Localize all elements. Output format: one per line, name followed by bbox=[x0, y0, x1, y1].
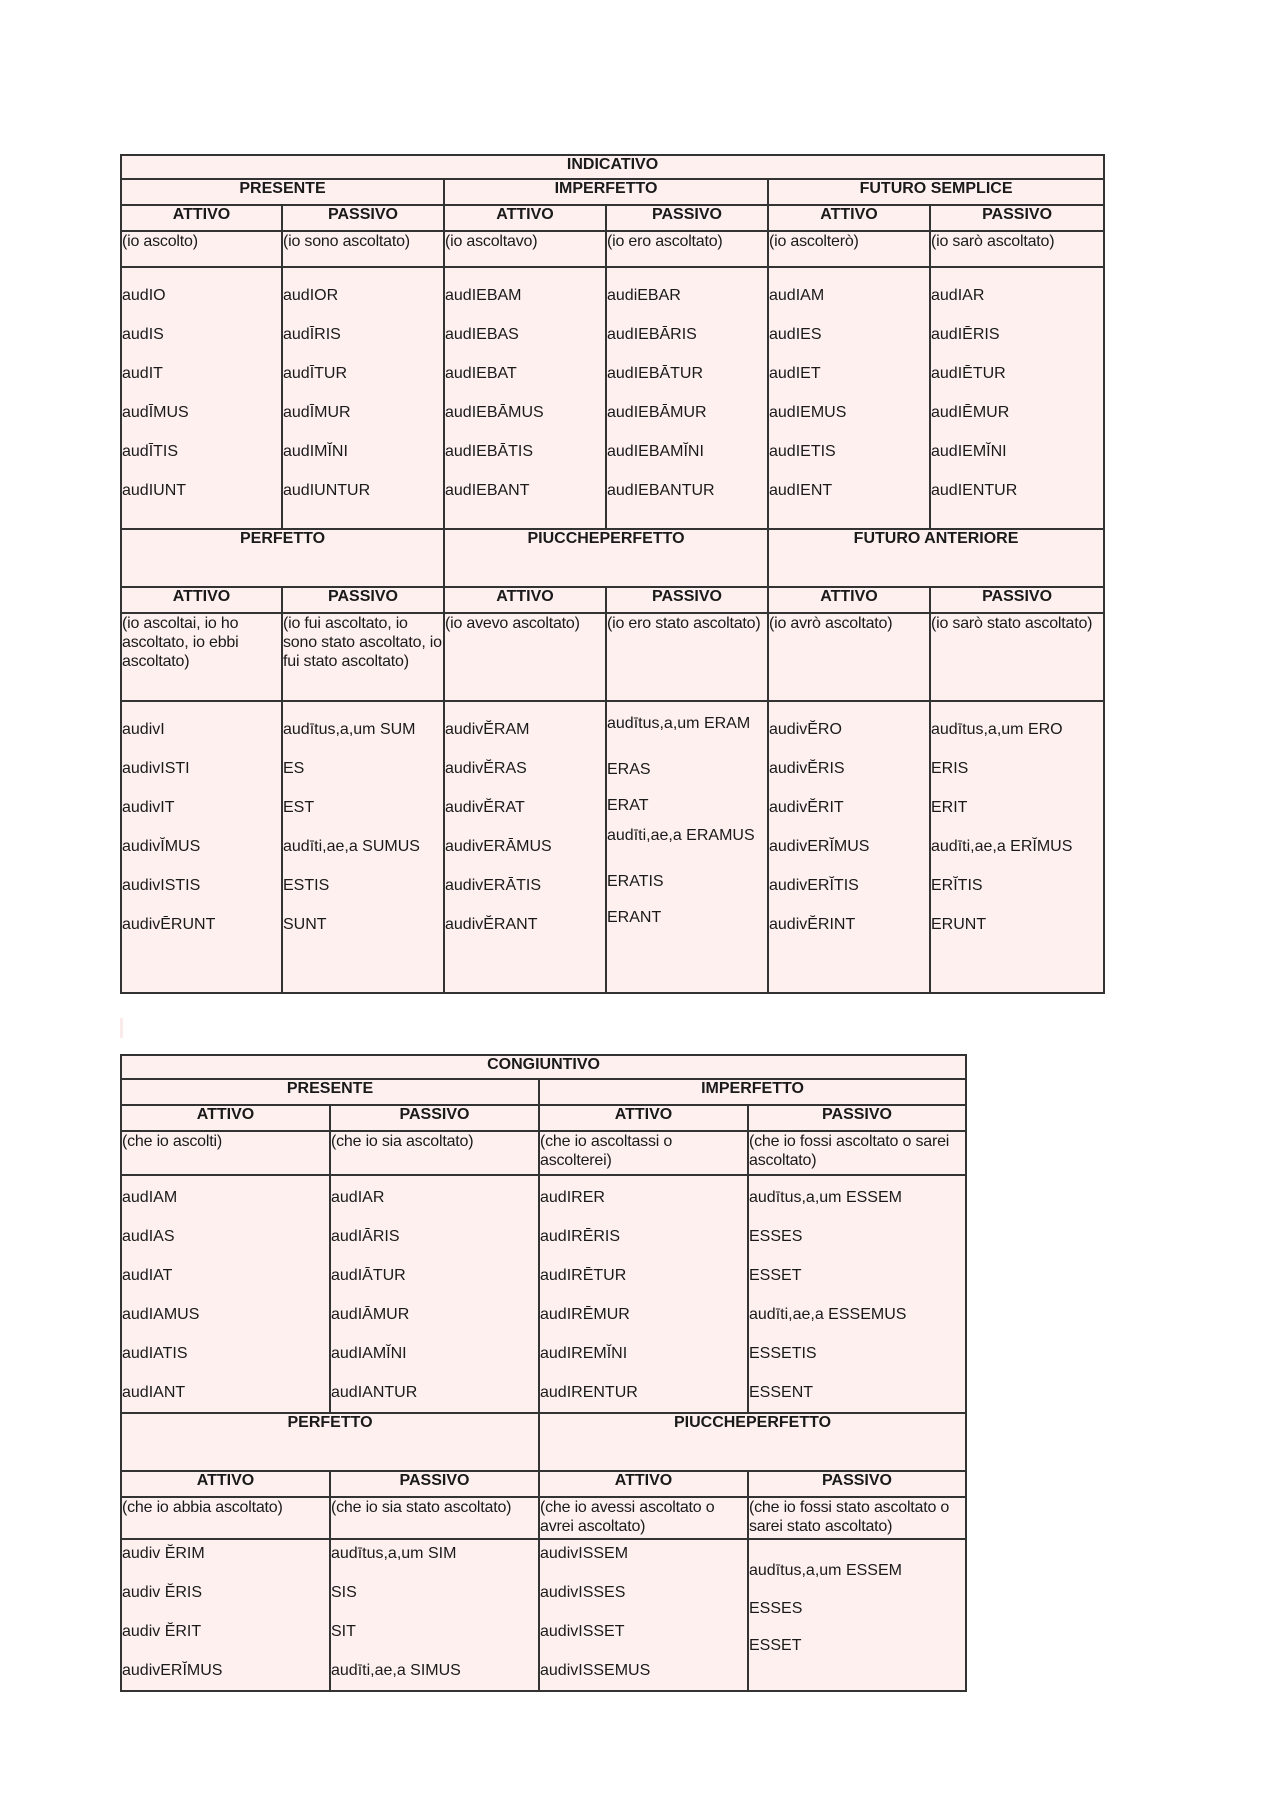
verb-form: audivĔRINT bbox=[769, 916, 856, 933]
verb-form: audivĔRAS bbox=[445, 760, 527, 777]
verb-form: SUNT bbox=[283, 916, 327, 933]
verb-form: audIUNTUR bbox=[283, 482, 371, 499]
verb-form: audiEBAR bbox=[607, 287, 681, 304]
verb-form: ESSES bbox=[749, 1600, 803, 1617]
verb-form: audĪMUS bbox=[122, 404, 189, 421]
verb-form: audIANTUR bbox=[331, 1384, 418, 1401]
verb-form: ESSET bbox=[749, 1637, 802, 1654]
translation-cell: (che io ascolti) bbox=[121, 1131, 330, 1175]
verb-form: audIAM bbox=[122, 1189, 178, 1206]
verb-form: audIO bbox=[122, 287, 166, 304]
forms-cell bbox=[121, 1539, 330, 1691]
tense-perfetto: PERFETTO bbox=[121, 1413, 539, 1471]
verb-form: audivERĀMUS bbox=[445, 838, 552, 855]
verb-form: audIRĒRIS bbox=[540, 1228, 621, 1245]
translation-cell: (che io sia ascoltato) bbox=[330, 1131, 539, 1175]
tense-piuccheperfetto: PIUCCHEPERFETTO bbox=[539, 1413, 966, 1471]
verb-form: ESSENT bbox=[749, 1384, 814, 1401]
verb-form: ERANT bbox=[607, 909, 662, 926]
verb-form: audīti,ae,a ERĬMUS bbox=[931, 838, 1073, 855]
verb-form: ESSES bbox=[749, 1228, 803, 1245]
forms-cell bbox=[748, 1539, 966, 1691]
verb-form: audIET bbox=[769, 365, 821, 382]
forms-cell bbox=[930, 701, 1104, 993]
verb-form: audivISSEMUS bbox=[540, 1662, 651, 1679]
translation-cell: (che io abbia ascoltato) bbox=[121, 1497, 330, 1539]
verb-form: audivISSET bbox=[540, 1623, 625, 1640]
verb-form: audIREMĬNI bbox=[540, 1345, 628, 1362]
verb-form: audIAMUS bbox=[122, 1306, 200, 1323]
tense-presente: PRESENTE bbox=[121, 1079, 539, 1105]
verb-form: audIEBĀRIS bbox=[607, 326, 697, 343]
translation-cell: (io sarò ascoltato) bbox=[930, 231, 1104, 267]
verb-form: ESSET bbox=[749, 1267, 802, 1284]
verb-form: audivĒRUNT bbox=[122, 916, 216, 933]
voice-label: ATTIVO bbox=[768, 205, 930, 231]
verb-form: audivĔRAM bbox=[445, 721, 530, 738]
forms-cell bbox=[282, 701, 444, 993]
voice-label: PASSIVO bbox=[748, 1471, 966, 1497]
translation-cell: (che io ascoltassi o ascolterei) bbox=[539, 1131, 748, 1175]
verb-form: audivISTIS bbox=[122, 877, 201, 894]
verb-form: audIAM bbox=[769, 287, 825, 304]
translation-cell: (io ascolto) bbox=[121, 231, 282, 267]
verb-form: audiv ĔRIT bbox=[122, 1623, 202, 1640]
verb-form: audivIT bbox=[122, 799, 175, 816]
forms-cell bbox=[748, 1175, 966, 1413]
forms-cell bbox=[444, 701, 606, 993]
verb-form: audivERĬMUS bbox=[122, 1662, 223, 1679]
translation-cell: (che io fossi ascoltato o sarei ascoltato) bbox=[748, 1131, 966, 1175]
verb-form: audIEBAMĬNI bbox=[607, 443, 704, 460]
verb-form: audIĀMUR bbox=[331, 1306, 410, 1323]
verb-form: audivERĬMUS bbox=[769, 838, 870, 855]
verb-form: audIES bbox=[769, 326, 822, 343]
verb-form: audIEBANT bbox=[445, 482, 530, 499]
verb-form: audIĒRIS bbox=[931, 326, 1000, 343]
verb-form: audIEBAM bbox=[445, 287, 522, 304]
congiuntivo-title: CONGIUNTIVO bbox=[121, 1055, 966, 1079]
verb-form: audIATIS bbox=[122, 1345, 188, 1362]
voice-label: ATTIVO bbox=[768, 587, 930, 613]
verb-form: audivĔRANT bbox=[445, 916, 538, 933]
verb-form: audītus,a,um ESSEM bbox=[749, 1562, 902, 1579]
verb-form: audīti,ae,a SIMUS bbox=[331, 1662, 461, 1679]
verb-form: audIĒMUR bbox=[931, 404, 1010, 421]
verb-form: audivĔRAT bbox=[445, 799, 525, 816]
tense-perfetto: PERFETTO bbox=[121, 529, 444, 587]
verb-form: audIAT bbox=[122, 1267, 173, 1284]
verb-form: audIAS bbox=[122, 1228, 175, 1245]
forms-cell bbox=[121, 267, 282, 529]
verb-form: audivĔRO bbox=[769, 721, 842, 738]
verb-form: ERAS bbox=[607, 761, 651, 778]
verb-form: audīti,ae,a ERAMUS bbox=[607, 827, 755, 844]
verb-form: audĪMUR bbox=[283, 404, 351, 421]
voice-label: ATTIVO bbox=[539, 1105, 748, 1131]
verb-form: audIRĒMUR bbox=[540, 1306, 630, 1323]
voice-label: PASSIVO bbox=[330, 1471, 539, 1497]
verb-form: audIANT bbox=[122, 1384, 186, 1401]
tense-futuro-anteriore: FUTURO ANTERIORE bbox=[768, 529, 1104, 587]
verb-form: audIEBĀMUR bbox=[607, 404, 707, 421]
translation-cell: (io ero ascoltato) bbox=[606, 231, 768, 267]
verb-form: audĪTIS bbox=[122, 443, 179, 460]
forms-cell bbox=[768, 267, 930, 529]
voice-label: PASSIVO bbox=[748, 1105, 966, 1131]
verb-form: audIEBAS bbox=[445, 326, 519, 343]
verb-form: audivĔRIT bbox=[769, 799, 844, 816]
verb-form: audIĒTUR bbox=[931, 365, 1006, 382]
verb-form: ERIS bbox=[931, 760, 969, 777]
tense-imperfetto: IMPERFETTO bbox=[444, 179, 768, 205]
verb-form: audIT bbox=[122, 365, 163, 382]
verb-form: audIRENTUR bbox=[540, 1384, 638, 1401]
verb-form: ERATIS bbox=[607, 873, 664, 890]
verb-form: audītus,a,um SUM bbox=[283, 721, 416, 738]
translation-cell: (io avevo ascoltato) bbox=[444, 613, 606, 701]
verb-form: audIEBAT bbox=[445, 365, 517, 382]
verb-form: audītus,a,um ERAM bbox=[607, 715, 751, 732]
voice-label: PASSIVO bbox=[330, 1105, 539, 1131]
voice-label: ATTIVO bbox=[121, 1105, 330, 1131]
verb-form: audiv ĔRIM bbox=[122, 1545, 205, 1562]
forms-cell bbox=[606, 267, 768, 529]
voice-label: PASSIVO bbox=[282, 205, 444, 231]
verb-form: SIS bbox=[331, 1584, 357, 1601]
voice-label: ATTIVO bbox=[444, 587, 606, 613]
forms-cell bbox=[606, 701, 768, 993]
voice-label: ATTIVO bbox=[444, 205, 606, 231]
verb-form: audītus,a,um SIM bbox=[331, 1545, 457, 1562]
verb-form: audIOR bbox=[283, 287, 339, 304]
verb-form: audIĀTUR bbox=[331, 1267, 406, 1284]
verb-form: audIRER bbox=[540, 1189, 605, 1206]
verb-form: ERUNT bbox=[931, 916, 987, 933]
verb-form: audivI bbox=[122, 721, 165, 738]
translation-cell: (che io avessi ascoltato o avrei ascoltato) bbox=[539, 1497, 748, 1539]
forms-cell bbox=[330, 1175, 539, 1413]
verb-form: ESSETIS bbox=[749, 1345, 817, 1362]
verb-form: audivERĬTIS bbox=[769, 877, 859, 894]
verb-form: audIAR bbox=[931, 287, 985, 304]
voice-label: PASSIVO bbox=[930, 205, 1104, 231]
verb-form: audIETIS bbox=[769, 443, 836, 460]
forms-cell bbox=[444, 267, 606, 529]
verb-form: audiv ĔRIS bbox=[122, 1584, 203, 1601]
forms-cell bbox=[282, 267, 444, 529]
verb-form: audivISSEM bbox=[540, 1545, 629, 1562]
forms-cell bbox=[121, 1175, 330, 1413]
forms-cell bbox=[930, 267, 1104, 529]
voice-label: ATTIVO bbox=[121, 205, 282, 231]
translation-cell: (io sarò stato ascoltato) bbox=[930, 613, 1104, 701]
verb-form: audIMĬNI bbox=[283, 443, 348, 460]
verb-form: audIRĒTUR bbox=[540, 1267, 627, 1284]
verb-form: audIENTUR bbox=[931, 482, 1018, 499]
congiuntivo-table bbox=[120, 1054, 967, 1692]
verb-form: ESTIS bbox=[283, 877, 330, 894]
translation-cell: (io ascoltai, io ho ascoltato, io ebbi ascoltato) bbox=[121, 613, 282, 701]
forms-cell bbox=[539, 1539, 748, 1691]
separator-strip bbox=[120, 1018, 123, 1038]
translation-cell: (io fui ascoltato, io sono stato ascoltato, io fui stato ascoltato) bbox=[282, 613, 444, 701]
translation-cell: (io ascoltavo) bbox=[444, 231, 606, 267]
verb-form: audivISSES bbox=[540, 1584, 626, 1601]
verb-form: audIEMĬNI bbox=[931, 443, 1007, 460]
verb-form: audītus,a,um ERO bbox=[931, 721, 1063, 738]
voice-label: ATTIVO bbox=[121, 587, 282, 613]
tense-imperfetto: IMPERFETTO bbox=[539, 1079, 966, 1105]
tense-presente: PRESENTE bbox=[121, 179, 444, 205]
indicativo-title: INDICATIVO bbox=[121, 155, 1104, 179]
forms-cell bbox=[539, 1175, 748, 1413]
verb-form: audivERĀTIS bbox=[445, 877, 542, 894]
translation-cell: (io ero stato ascoltato) bbox=[606, 613, 768, 701]
verb-form: audIAMĬNI bbox=[331, 1345, 407, 1362]
verb-form: audIUNT bbox=[122, 482, 187, 499]
verb-form: audĪRIS bbox=[283, 326, 341, 343]
forms-cell bbox=[121, 701, 282, 993]
voice-label: PASSIVO bbox=[606, 587, 768, 613]
verb-form: audIEBĀTUR bbox=[607, 365, 704, 382]
translation-cell: (io sono ascoltato) bbox=[282, 231, 444, 267]
verb-form: audivĬMUS bbox=[122, 838, 201, 855]
verb-form: ERIT bbox=[931, 799, 968, 816]
verb-form: ES bbox=[283, 760, 305, 777]
translation-cell: (io ascolterò) bbox=[768, 231, 930, 267]
verb-form: audIS bbox=[122, 326, 164, 343]
voice-label: ATTIVO bbox=[539, 1471, 748, 1497]
verb-form: audĪTUR bbox=[283, 365, 348, 382]
verb-form: audīti,ae,a ESSEMUS bbox=[749, 1306, 907, 1323]
verb-form: audIEMUS bbox=[769, 404, 847, 421]
verb-form: audIĀRIS bbox=[331, 1228, 400, 1245]
verb-form: audītus,a,um ESSEM bbox=[749, 1189, 902, 1206]
verb-form: audivISTI bbox=[122, 760, 190, 777]
tense-futuro-semplice: FUTURO SEMPLICE bbox=[768, 179, 1104, 205]
verb-form: audIEBĀMUS bbox=[445, 404, 544, 421]
verb-form: EST bbox=[283, 799, 315, 816]
verb-form: audIEBĀTIS bbox=[445, 443, 534, 460]
forms-cell bbox=[330, 1539, 539, 1691]
voice-label: PASSIVO bbox=[606, 205, 768, 231]
verb-form: audīti,ae,a SUMUS bbox=[283, 838, 420, 855]
verb-form: ERAT bbox=[607, 797, 649, 814]
translation-cell: (io avrò ascoltato) bbox=[768, 613, 930, 701]
translation-cell: (che io sia stato ascoltato) bbox=[330, 1497, 539, 1539]
verb-form: audIEBANTUR bbox=[607, 482, 715, 499]
tense-piuccheperfetto: PIUCCHEPERFETTO bbox=[444, 529, 768, 587]
voice-label: ATTIVO bbox=[121, 1471, 330, 1497]
forms-cell bbox=[768, 701, 930, 993]
translation-cell: (che io fossi stato ascoltato o sarei stato ascoltato) bbox=[748, 1497, 966, 1539]
verb-form: audivĔRIS bbox=[769, 760, 845, 777]
verb-form: audIAR bbox=[331, 1189, 385, 1206]
verb-form: SIT bbox=[331, 1623, 356, 1640]
verb-form: ERĬTIS bbox=[931, 877, 983, 894]
indicativo-table bbox=[120, 154, 1105, 994]
voice-label: PASSIVO bbox=[930, 587, 1104, 613]
verb-form: audIENT bbox=[769, 482, 833, 499]
voice-label: PASSIVO bbox=[282, 587, 444, 613]
